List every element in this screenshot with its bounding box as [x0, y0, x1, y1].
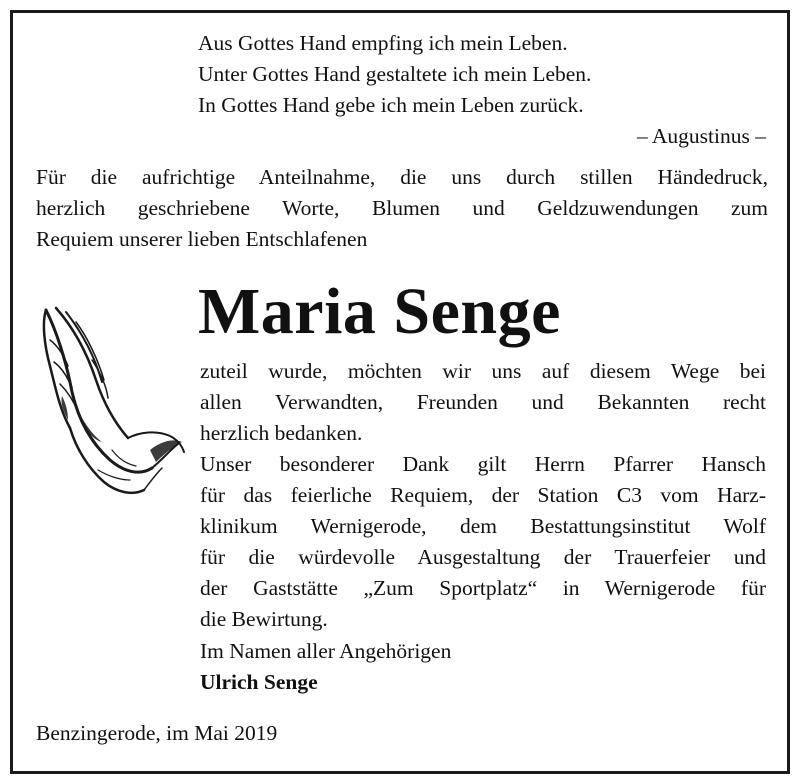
quote-line: Unter Gottes Hand gestaltete ich mein Leben. — [198, 62, 592, 86]
signer-name: Ulrich Senge — [200, 670, 318, 694]
body-line: die Bewirtung. — [200, 607, 328, 631]
body-line: allen Verwandten, Freunden und Bekannten recht — [200, 390, 766, 414]
quote-line: In Gottes Hand gebe ich mein Leben zurück. — [198, 93, 584, 117]
body-line: für das feierliche Requiem, der Station C3 vom Harz- — [200, 483, 766, 507]
intro-line: Requiem unserer lieben Entschlafenen — [36, 227, 368, 251]
on-behalf-text: Im Namen aller Angehörigen — [200, 639, 452, 663]
body-line: der Gaststätte „Zum Sportplatz“ in Wernigerode für — [200, 576, 766, 600]
intro-line: Für die aufrichtige Anteilnahme, die uns durch stillen Händedruck, — [36, 165, 768, 189]
quote-block — [198, 28, 766, 152]
quote-author: – Augustinus – — [636, 124, 766, 148]
body-paragraph — [200, 356, 766, 635]
deceased-name: Maria Senge — [198, 275, 561, 348]
intro-paragraph — [36, 162, 768, 255]
body-line: zuteil wurde, möchten wir uns auf diesem Wege bei — [200, 359, 766, 383]
quote-line: Aus Gottes Hand empfing ich mein Leben. — [198, 31, 568, 55]
intro-line: herzlich geschriebene Worte, Blumen und Geldzuwendungen zum — [36, 196, 768, 220]
body-line: herzlich bedanken. — [200, 421, 363, 445]
body-line: für die würdevolle Ausgestaltung der Trauerfeier und — [200, 545, 766, 569]
body-line: Unser besonderer Dank gilt Herrn Pfarrer Hansch — [200, 452, 766, 476]
place-date: Benzingerode, im Mai 2019 — [36, 721, 278, 745]
praying-hands-icon — [32, 300, 192, 500]
body-line: klinikum Wernigerode, dem Bestattungsinstitut Wolf — [200, 514, 766, 538]
signature-block — [200, 636, 451, 698]
